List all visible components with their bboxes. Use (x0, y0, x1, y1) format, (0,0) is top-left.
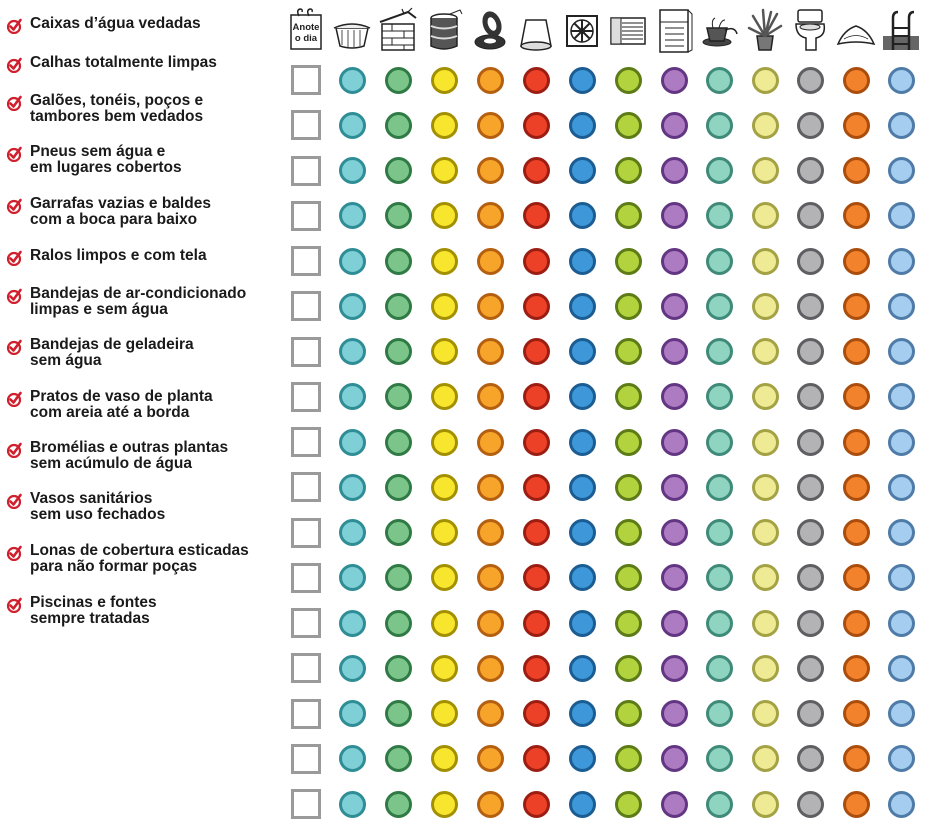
check-circle[interactable] (752, 519, 779, 546)
check-circle[interactable] (706, 293, 733, 320)
check-circle[interactable] (569, 519, 596, 546)
check-circle[interactable] (752, 248, 779, 275)
check-circle[interactable] (752, 293, 779, 320)
check-circle[interactable] (843, 429, 870, 456)
check-circle[interactable] (523, 745, 550, 772)
check-circle[interactable] (797, 202, 824, 229)
check-circle[interactable] (569, 700, 596, 727)
check-circle[interactable] (706, 248, 733, 275)
check-circle[interactable] (339, 791, 366, 818)
date-checkbox[interactable] (291, 563, 321, 593)
check-circle[interactable] (523, 429, 550, 456)
check-circle[interactable] (615, 248, 642, 275)
check-circle[interactable] (431, 791, 458, 818)
check-circle[interactable] (843, 791, 870, 818)
check-circle[interactable] (339, 655, 366, 682)
check-circle[interactable] (843, 248, 870, 275)
check-circle[interactable] (477, 112, 504, 139)
check-circle[interactable] (477, 610, 504, 637)
check-circle[interactable] (477, 293, 504, 320)
check-circle[interactable] (523, 67, 550, 94)
check-circle[interactable] (339, 519, 366, 546)
check-circle[interactable] (615, 157, 642, 184)
checklist-item-label: Bandejas de ar-condicionado limpas e sem água (30, 285, 247, 318)
check-circle[interactable] (661, 700, 688, 727)
date-checkbox[interactable] (291, 382, 321, 412)
check-circle[interactable] (661, 474, 688, 501)
check-circle[interactable] (615, 519, 642, 546)
check-circle[interactable] (339, 564, 366, 591)
check-circle[interactable] (569, 429, 596, 456)
check-circle[interactable] (752, 67, 779, 94)
check-circle[interactable] (477, 157, 504, 184)
check-circle[interactable] (752, 338, 779, 365)
check-circle[interactable] (385, 429, 412, 456)
check-circle[interactable] (843, 610, 870, 637)
checklist-item-label: Pneus sem água e em lugares cobertos (30, 143, 182, 176)
check-circle[interactable] (706, 700, 733, 727)
date-checkbox[interactable] (291, 201, 321, 231)
check-circle[interactable] (339, 610, 366, 637)
check-circle[interactable] (431, 655, 458, 682)
check-circle[interactable] (431, 519, 458, 546)
check-circle[interactable] (523, 293, 550, 320)
check-circle[interactable] (797, 157, 824, 184)
check-circle[interactable] (339, 248, 366, 275)
date-checkbox[interactable] (291, 472, 321, 502)
svg-text:Anote: Anote (292, 22, 320, 33)
check-circle[interactable] (752, 564, 779, 591)
check-circle[interactable] (706, 338, 733, 365)
date-checkbox[interactable] (291, 653, 321, 683)
check-circle[interactable] (706, 474, 733, 501)
check-circle[interactable] (477, 655, 504, 682)
check-circle[interactable] (615, 700, 642, 727)
check-circle[interactable] (615, 655, 642, 682)
check-circle[interactable] (797, 338, 824, 365)
check-circle[interactable] (523, 655, 550, 682)
check-circle[interactable] (569, 474, 596, 501)
check-circle[interactable] (385, 791, 412, 818)
check-circle[interactable] (615, 474, 642, 501)
check-circle[interactable] (888, 293, 915, 320)
check-circle[interactable] (431, 610, 458, 637)
checklist-item-label: Vasos sanitários sem uso fechados (30, 490, 166, 523)
check-circle[interactable] (385, 474, 412, 501)
check-circle[interactable] (888, 67, 915, 94)
check-circle[interactable] (706, 67, 733, 94)
date-checkbox[interactable] (291, 110, 321, 140)
check-circle[interactable] (752, 655, 779, 682)
check-circle[interactable] (431, 383, 458, 410)
check-circle[interactable] (339, 745, 366, 772)
check-circle[interactable] (843, 655, 870, 682)
date-checkbox[interactable] (291, 744, 321, 774)
check-circle[interactable] (888, 474, 915, 501)
check-circle[interactable] (431, 202, 458, 229)
check-circle[interactable] (385, 157, 412, 184)
check-circle[interactable] (706, 383, 733, 410)
checklist-item-label: Bandejas de geladeira sem água (30, 336, 194, 369)
check-circle[interactable] (752, 112, 779, 139)
date-checkbox[interactable] (291, 337, 321, 367)
check-circle[interactable] (385, 202, 412, 229)
check-circle[interactable] (385, 338, 412, 365)
check-circle[interactable] (752, 157, 779, 184)
check-circle[interactable] (431, 700, 458, 727)
check-circle[interactable] (569, 791, 596, 818)
check-circle[interactable] (797, 383, 824, 410)
check-circle[interactable] (888, 791, 915, 818)
check-circle[interactable] (661, 655, 688, 682)
check-circle[interactable] (615, 791, 642, 818)
check-circle[interactable] (431, 293, 458, 320)
check-circle[interactable] (477, 429, 504, 456)
check-circle[interactable] (615, 429, 642, 456)
date-checkbox[interactable] (291, 427, 321, 457)
check-circle[interactable] (797, 248, 824, 275)
check-circle[interactable] (661, 248, 688, 275)
check-circle[interactable] (661, 67, 688, 94)
check-circle[interactable] (661, 112, 688, 139)
check-circle[interactable] (888, 202, 915, 229)
check-circle[interactable] (797, 519, 824, 546)
check-circle[interactable] (477, 383, 504, 410)
check-circle[interactable] (339, 474, 366, 501)
check-circle[interactable] (523, 383, 550, 410)
check-circle[interactable] (661, 791, 688, 818)
check-circle[interactable] (706, 791, 733, 818)
check-circle[interactable] (569, 745, 596, 772)
check-circle[interactable] (797, 610, 824, 637)
check-circle[interactable] (339, 157, 366, 184)
checklist-item-label: Calhas totalmente limpas (30, 54, 217, 71)
date-checkbox[interactable] (291, 518, 321, 548)
check-circle[interactable] (569, 293, 596, 320)
check-circle[interactable] (843, 157, 870, 184)
check-circle[interactable] (661, 429, 688, 456)
check-circle[interactable] (523, 112, 550, 139)
check-circle[interactable] (797, 564, 824, 591)
check-circle[interactable] (477, 791, 504, 818)
check-circle[interactable] (888, 429, 915, 456)
date-checkbox[interactable] (291, 291, 321, 321)
check-circle[interactable] (888, 248, 915, 275)
check-circle[interactable] (706, 429, 733, 456)
check-circle[interactable] (661, 202, 688, 229)
check-circle[interactable] (752, 474, 779, 501)
check-circle[interactable] (569, 338, 596, 365)
check-circle[interactable] (888, 157, 915, 184)
check-circle[interactable] (385, 610, 412, 637)
date-checkbox[interactable] (291, 246, 321, 276)
check-circle[interactable] (385, 248, 412, 275)
check-circle[interactable] (569, 67, 596, 94)
check-circle[interactable] (431, 745, 458, 772)
check-circle[interactable] (431, 474, 458, 501)
check-circle[interactable] (477, 564, 504, 591)
check-circle[interactable] (661, 383, 688, 410)
check-circle[interactable] (615, 610, 642, 637)
checklist-item-label: Piscinas e fontes sempre tratadas (30, 594, 157, 627)
check-circle[interactable] (706, 112, 733, 139)
check-circle[interactable] (339, 700, 366, 727)
check-circle[interactable] (706, 564, 733, 591)
check-circle[interactable] (752, 700, 779, 727)
check-circle[interactable] (615, 293, 642, 320)
date-checkbox[interactable] (291, 699, 321, 729)
check-circle[interactable] (797, 700, 824, 727)
check-circle[interactable] (431, 338, 458, 365)
check-circle[interactable] (752, 745, 779, 772)
check-circle[interactable] (615, 338, 642, 365)
check-circle[interactable] (661, 564, 688, 591)
check-circle[interactable] (615, 745, 642, 772)
check-circle[interactable] (888, 338, 915, 365)
check-circle[interactable] (477, 67, 504, 94)
check-circle[interactable] (339, 429, 366, 456)
check-circle[interactable] (523, 564, 550, 591)
check-circle[interactable] (477, 248, 504, 275)
check-circle[interactable] (385, 564, 412, 591)
date-checkbox[interactable] (291, 608, 321, 638)
check-circle[interactable] (385, 655, 412, 682)
check-circle[interactable] (615, 383, 642, 410)
check-circle[interactable] (477, 519, 504, 546)
check-circle[interactable] (615, 202, 642, 229)
check-circle[interactable] (752, 791, 779, 818)
check-circle[interactable] (752, 610, 779, 637)
checklist-item-label: Pratos de vaso de planta com areia até a borda (30, 388, 213, 421)
check-circle[interactable] (431, 248, 458, 275)
check-circle[interactable] (797, 293, 824, 320)
date-checkbox[interactable] (291, 156, 321, 186)
check-circle[interactable] (888, 564, 915, 591)
check-circle[interactable] (706, 519, 733, 546)
check-circle[interactable] (888, 383, 915, 410)
check-circle[interactable] (339, 383, 366, 410)
check-circle[interactable] (477, 474, 504, 501)
check-circle[interactable] (797, 112, 824, 139)
check-circle[interactable] (523, 338, 550, 365)
check-circle[interactable] (431, 564, 458, 591)
check-circle[interactable] (843, 112, 870, 139)
check-circle[interactable] (752, 202, 779, 229)
check-circle[interactable] (431, 67, 458, 94)
check-circle[interactable] (843, 745, 870, 772)
checklist-item-label: Ralos limpos e com tela (30, 247, 207, 264)
check-circle[interactable] (523, 519, 550, 546)
check-circle[interactable] (752, 429, 779, 456)
check-circle[interactable] (661, 745, 688, 772)
check-circle[interactable] (797, 429, 824, 456)
checklist-item-label: Bromélias e outras plantas sem acúmulo de água (30, 439, 229, 472)
check-circle[interactable] (888, 519, 915, 546)
check-circle[interactable] (615, 564, 642, 591)
check-circle[interactable] (339, 112, 366, 139)
check-circle[interactable] (797, 67, 824, 94)
check-circle[interactable] (431, 157, 458, 184)
check-circle[interactable] (706, 745, 733, 772)
check-circle[interactable] (661, 157, 688, 184)
checklist-item-label: Caixas d’água vedadas (30, 15, 201, 32)
checklist-item-label: Garrafas vazias e baldes com a boca para baixo (30, 195, 211, 228)
check-circle[interactable] (431, 112, 458, 139)
check-circle[interactable] (385, 112, 412, 139)
check-circle[interactable] (615, 112, 642, 139)
check-circle[interactable] (523, 157, 550, 184)
check-circle[interactable] (569, 248, 596, 275)
check-circle[interactable] (661, 293, 688, 320)
check-circle[interactable] (843, 519, 870, 546)
check-circle[interactable] (843, 383, 870, 410)
check-circle[interactable] (843, 202, 870, 229)
check-circle[interactable] (569, 610, 596, 637)
checklist-item-label: Galões, tonéis, poços e tambores bem vedados (30, 92, 204, 125)
check-circle[interactable] (385, 700, 412, 727)
check-circle[interactable] (797, 655, 824, 682)
check-circle[interactable] (477, 338, 504, 365)
check-circle[interactable] (385, 745, 412, 772)
date-checkbox[interactable] (291, 65, 321, 95)
check-circle[interactable] (385, 383, 412, 410)
check-circle[interactable] (706, 610, 733, 637)
check-circle[interactable] (843, 474, 870, 501)
check-circle[interactable] (752, 383, 779, 410)
check-circle[interactable] (843, 338, 870, 365)
check-circle[interactable] (843, 293, 870, 320)
check-circle[interactable] (339, 67, 366, 94)
check-circle[interactable] (523, 610, 550, 637)
check-circle[interactable] (569, 383, 596, 410)
check-circle[interactable] (661, 610, 688, 637)
check-circle[interactable] (569, 112, 596, 139)
check-circle[interactable] (843, 564, 870, 591)
check-circle[interactable] (385, 67, 412, 94)
check-circle[interactable] (523, 474, 550, 501)
check-circle[interactable] (661, 519, 688, 546)
check-circle[interactable] (569, 202, 596, 229)
check-circle[interactable] (706, 157, 733, 184)
check-circle[interactable] (615, 67, 642, 94)
check-circle[interactable] (843, 67, 870, 94)
svg-text:o dia: o dia (294, 33, 318, 44)
check-circle[interactable] (477, 700, 504, 727)
check-circle[interactable] (843, 700, 870, 727)
check-circle[interactable] (431, 429, 458, 456)
check-circle[interactable] (569, 157, 596, 184)
check-circle[interactable] (385, 293, 412, 320)
check-circle[interactable] (385, 519, 412, 546)
check-circle[interactable] (888, 700, 915, 727)
check-circle[interactable] (523, 700, 550, 727)
check-circle[interactable] (569, 564, 596, 591)
check-circle[interactable] (706, 655, 733, 682)
check-circle[interactable] (888, 745, 915, 772)
check-circle[interactable] (888, 112, 915, 139)
check-circle[interactable] (523, 248, 550, 275)
check-circle[interactable] (706, 202, 733, 229)
check-circle[interactable] (661, 338, 688, 365)
date-checkbox[interactable] (291, 789, 321, 819)
check-circle[interactable] (797, 745, 824, 772)
check-circle[interactable] (888, 610, 915, 637)
check-circle[interactable] (477, 202, 504, 229)
check-circle[interactable] (477, 745, 504, 772)
checklist-item-label: Lonas de cobertura esticadas para não formar poças (30, 542, 249, 575)
check-circle[interactable] (339, 338, 366, 365)
check-circle[interactable] (523, 791, 550, 818)
check-circle[interactable] (523, 202, 550, 229)
check-circle[interactable] (888, 655, 915, 682)
check-circle[interactable] (569, 655, 596, 682)
check-circle[interactable] (339, 202, 366, 229)
check-circle[interactable] (797, 474, 824, 501)
check-circle[interactable] (797, 791, 824, 818)
check-circle[interactable] (339, 293, 366, 320)
